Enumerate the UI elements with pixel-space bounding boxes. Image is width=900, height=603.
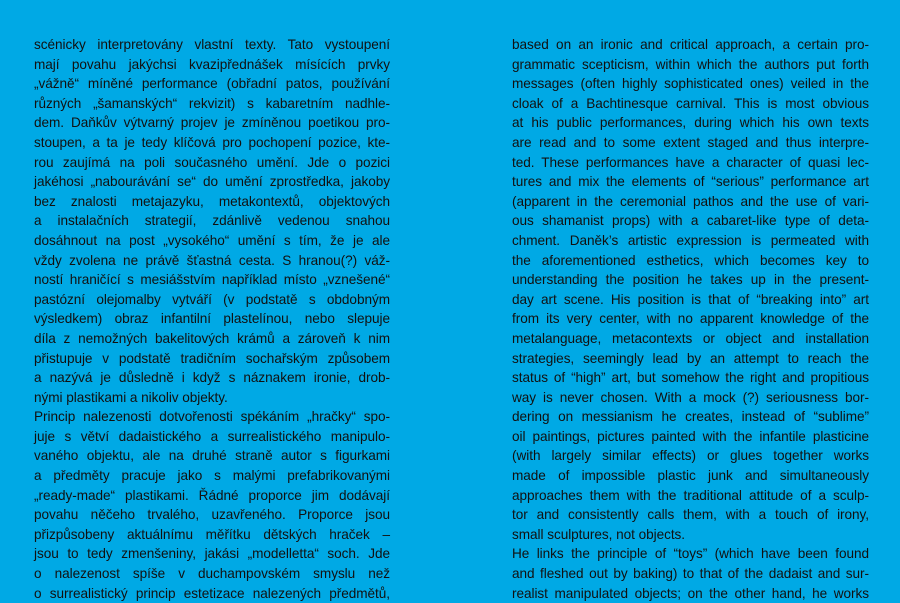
text-line: way is never chosen. With a mock (?) seriousness bor- (512, 389, 869, 405)
text-line: small sculptures, not objects. (512, 526, 686, 542)
text-line: „ready-made“ plastikami. Řádné proporce jim dodávají (34, 487, 390, 503)
text-line: strategies, seemingly lead by an attempt to reach the (512, 350, 869, 366)
text-line: made of impossible plastic junk and simultaneously (512, 468, 869, 484)
text-line: dosáhnout na post „vysokého“ umění s tím, že je ale (34, 232, 390, 248)
text-line: are read and to some extent staged and thus interpre- (512, 134, 869, 150)
text-line: ous shamanist props) with a cabaret-like type of deta- (512, 213, 869, 229)
text-line: přizpůsobeny aktuálnímu měřítku dětských hraček – (34, 526, 390, 542)
text-line: (apparent in the ceremonial pathos and the use of vari- (512, 193, 869, 209)
text-line: Princip nalezenosti dotvořenosti spékáním „hračky“ spo- (34, 409, 390, 425)
right-page (450, 0, 900, 600)
left-page (0, 0, 450, 600)
text-line: grammatic scepticism, within which the authors put forth (512, 56, 869, 72)
text-line: metalanguage, metacontexts or object and installation (512, 330, 869, 346)
text-line: jsou to tedy zmenšeniny, jakási „modelletta“ soch. Jde (34, 546, 390, 562)
text-line: bez znalosti metajazyku, metakontextů, objektových (34, 193, 390, 209)
text-line: vaného objektu, ale na druhé straně autor s figurkami (34, 448, 390, 464)
text-line: dem. Daňkův výtvarný projev je zmíněnou poetikou pro- (34, 115, 390, 131)
text-line: a předměty pracuje jako s malými prefabrikovanými (34, 468, 390, 484)
text-line: chment. Daněk’s artistic expression is permeated with (512, 232, 869, 248)
text-line: and fleshed out by baking) to that of the dadaist and sur- (512, 566, 869, 582)
text-line: povahu něčeho trvalého, uzavřeného. Proporce jsou (34, 507, 390, 523)
text-line: approaches them with the traditional attitude of a sculp- (512, 487, 869, 503)
text-line: nými plastikami a nikoliv objekty. (34, 389, 228, 405)
text-line: tor and consistently calls them, with a touch of irony, (512, 507, 869, 523)
text-line: He links the principle of “toys” (which have been found (512, 546, 869, 562)
text-line: jakéhosi „nabourávání se“ do umění zprostředka, jakoby (34, 174, 390, 190)
text-line: from its very center, with no apparent knowledge of the (512, 311, 869, 327)
text-line: přistupuje v podstatě tradičním sochařským způsobem (34, 350, 390, 366)
text-line: juje s větví dadaistického a surrealistického manipulo- (34, 428, 390, 444)
text-line: understanding the position he takes up in the present- (512, 272, 869, 288)
text-line: stoupen, a ta je tedy klíčová pro pochopení pozice, kte- (34, 134, 390, 150)
text-line: based on an ironic and critical approach, a certain pro- (512, 37, 869, 52)
text-line: „vážně“ míněné performance (obřadní patos, používání (34, 76, 390, 92)
text-line: dering on messianism he creates, instead of “sublime” (512, 409, 869, 425)
text-line: (with largely similar effects) or glues together works (512, 448, 869, 464)
text-line: výsledkem) obraz infantilní plastelínou, nebo slepuje (34, 311, 390, 327)
text-line: ností hraničící s mesiášstvím například místo „vznešené“ (34, 272, 390, 288)
text-line: o nalezenost spíše v duchampovském smyslu než (34, 566, 390, 582)
text-line: day art scene. His position is that of “breaking into” art (512, 291, 869, 307)
text-line: a nazývá je důsledně i když s náznakem ironie, drob- (34, 370, 390, 386)
text-line: scénicky interpretovány vlastní texty. Tato vystoupení (34, 37, 390, 52)
text-line: pastózní olejomalby vytváří (v podstatě s obdobným (34, 291, 390, 307)
text-line: různých „šamanských“ rekvizit) s kabaretním nadhle- (34, 95, 390, 111)
text-line: vždy zvolena ne právě šťastná cesta. S hranou(?) váž- (34, 252, 390, 268)
text-line: a instalačních strategií, zdánlivě vedenou snahou (34, 213, 390, 229)
text-line: realist manipulated objects; on the other hand, he works (512, 585, 869, 601)
english-text-column (512, 35, 869, 603)
text-line: mají povahu jakýchsi kvazipřednášek mísících prvky (34, 56, 390, 72)
text-line: díla z nemožných bakelitových krámů a zároveň k nim (34, 330, 390, 346)
text-line: oil paintings, pictures painted with the infantile plasticine (512, 428, 869, 444)
text-line: status of “high” art, but somehow the right and propitious (512, 370, 869, 386)
text-line: messages (often highly sophisticated ones) veiled in the (512, 76, 869, 92)
text-line: tures and mix the elements of “serious” performance art (512, 174, 869, 190)
text-line: o surrealistický princip estetizace nalezených předmětů, (34, 585, 390, 601)
text-line: at his public performances, during which his own texts (512, 115, 869, 131)
text-line: the aforementioned esthetics, which becomes key to (512, 252, 869, 268)
text-line: rou zaujímá na poli současného umění. Jde o pozici (34, 154, 390, 170)
text-line: cloak of a Bachtinesque carnival. This is most obvious (512, 95, 869, 111)
czech-text-column (34, 35, 390, 603)
text-line: ted. These performances have a character of quasi lec- (512, 154, 869, 170)
